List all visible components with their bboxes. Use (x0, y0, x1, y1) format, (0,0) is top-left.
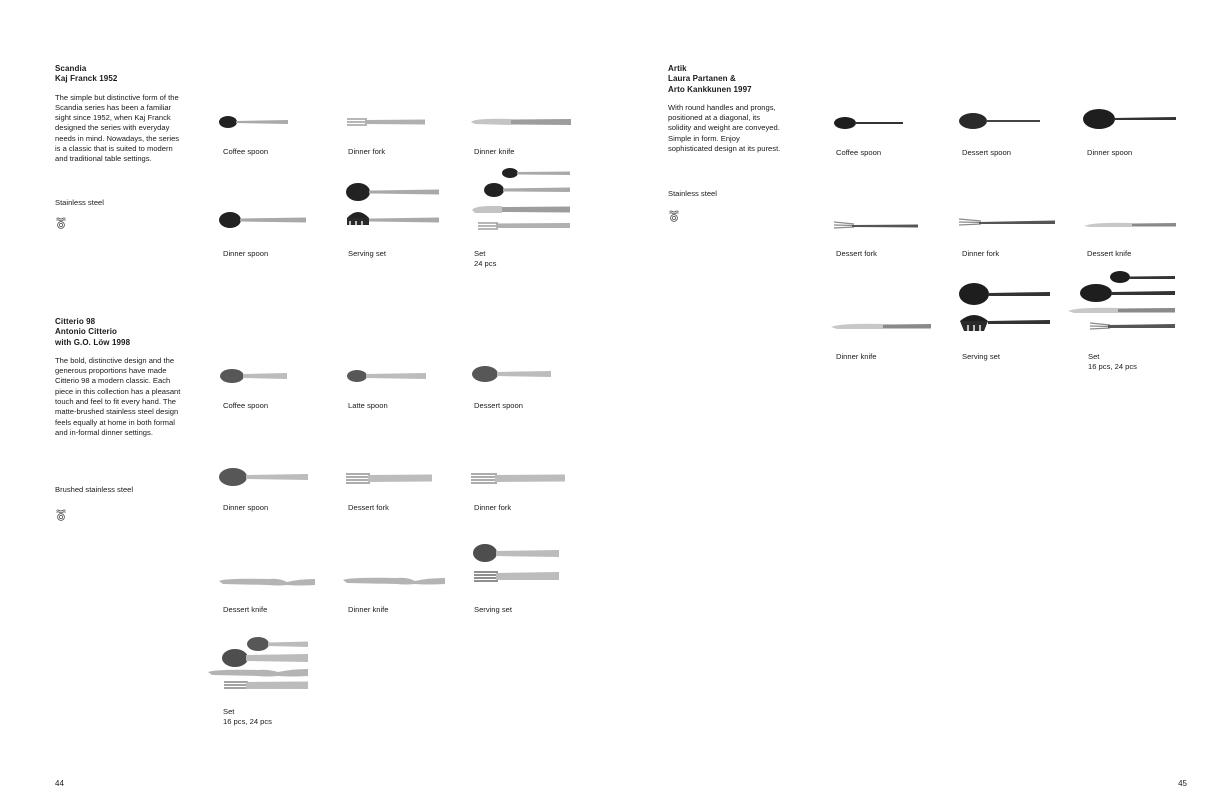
spoon-icon (218, 112, 293, 132)
artik-serving-set (958, 281, 1052, 342)
artik-item-label: Dinner knife (836, 352, 877, 361)
spoon-icon (346, 366, 428, 386)
artik-item-label: Dinner fork (962, 249, 1000, 258)
knife-icon (343, 572, 447, 590)
citterio-item-label: Dinner knife (348, 605, 389, 614)
artik-dinner-fork (959, 213, 1055, 238)
dishwasher-safe-icon (55, 508, 67, 526)
serving-set-icon (958, 281, 1052, 337)
artik-item-label: Dessert knife (1087, 249, 1132, 258)
citterio-item-label: Dessert fork (348, 503, 389, 512)
citterio-designer-2: with G.O. Löw 1998 (55, 337, 131, 347)
artik-dinner-spoon (1082, 107, 1178, 138)
fork-icon (347, 112, 427, 132)
citterio-latte-spoon (346, 366, 428, 391)
citterio-dessert-fork (346, 468, 434, 493)
citterio-serving-set (472, 543, 562, 594)
scandia-material: Stainless steel (55, 198, 104, 207)
knife-icon (831, 316, 933, 336)
spoon-icon (1082, 107, 1178, 133)
scandia-dinner-knife (471, 112, 573, 137)
spoon-icon (833, 113, 905, 133)
artik-item-label: Dinner spoon (1087, 148, 1133, 157)
scandia-designer: Kaj Franck 1952 (55, 74, 118, 84)
fork-icon (834, 216, 918, 236)
scandia-item-label: Serving set (348, 249, 386, 258)
cutlery-set-icon (472, 166, 572, 234)
citterio-item-label: Set 16 pcs, 24 pcs (223, 707, 272, 727)
scandia-item-label: Dinner knife (474, 147, 515, 156)
artik-intro (668, 64, 783, 154)
fork-icon (471, 468, 567, 488)
citterio-item-label: Dessert knife (223, 605, 268, 614)
spoon-icon (471, 363, 553, 385)
scandia-dinner-fork (347, 112, 427, 137)
citterio-set (208, 636, 312, 701)
scandia-title: Scandia (55, 64, 87, 73)
citterio-dessert-knife (219, 573, 317, 596)
scandia-serving-set (345, 181, 441, 238)
knife-icon (471, 112, 573, 132)
page-number-left: 44 (55, 779, 64, 788)
fork-icon (346, 468, 434, 488)
artik-set (1068, 268, 1176, 341)
spoon-icon (218, 209, 308, 231)
artik-coffee-spoon (833, 113, 905, 138)
citterio-dessert-spoon (471, 363, 553, 390)
artik-dinner-knife (831, 316, 933, 341)
citterio-coffee-spoon (219, 366, 289, 391)
right-page (613, 0, 1227, 807)
citterio-material: Brushed stainless steel (55, 485, 134, 494)
citterio-item-label: Dinner fork (474, 503, 512, 512)
page-number-right: 45 (1178, 779, 1187, 788)
scandia-set (472, 166, 572, 239)
knife-icon (219, 573, 317, 591)
cutlery-set-icon (1068, 268, 1176, 336)
spoon-icon (218, 465, 310, 489)
artik-item-label: Serving set (962, 352, 1000, 361)
cutlery-set-icon (208, 636, 312, 696)
artik-dessert-spoon (958, 110, 1042, 137)
dishwasher-safe-icon (668, 209, 680, 227)
citterio-item-label: Dinner spoon (223, 503, 269, 512)
serving-set-icon (472, 543, 562, 589)
serving-set-icon (345, 181, 441, 233)
artik-designer: Laura Partanen & (668, 74, 736, 84)
citterio-item-label: Serving set (474, 605, 512, 614)
artik-dessert-knife (1084, 215, 1176, 240)
artik-dessert-fork (834, 216, 918, 241)
artik-item-label: Dessert fork (836, 249, 877, 258)
artik-description: With round handles and prongs, positioned at a diagonal, its solidity and weight are conveyed. Simple in form. Enjoy sophisticated design at its purest. (668, 102, 781, 154)
scandia-item-label: Coffee spoon (223, 147, 269, 156)
artik-material: Stainless steel (668, 189, 717, 198)
artik-title: Artik (668, 64, 687, 73)
citterio-item-label: Latte spoon (348, 401, 388, 410)
scandia-item-label: Dinner fork (348, 147, 386, 156)
artik-item-label: Dessert spoon (962, 148, 1011, 157)
citterio-description: The bold, distinctive design and the generous proportions have made Citterio 98 a modern classic. Each piece in this collection has a pleasant touch and feel to fit every hand. The matte-brushed stainless steel design feels equally at home in both formal and in-formal dinner settings. (55, 355, 181, 437)
artik-item-label: Coffee spoon (836, 148, 882, 157)
citterio-intro (55, 317, 185, 438)
artik-item-label: Set 16 pcs, 24 pcs (1088, 352, 1137, 372)
scandia-dinner-spoon (218, 209, 308, 236)
scandia-item-label: Set 24 pcs (474, 249, 497, 269)
knife-icon (1084, 215, 1176, 235)
spoon-icon (958, 110, 1042, 132)
citterio-designer: Antonio Citterio (55, 327, 118, 337)
scandia-description: The simple but distinctive form of the Scandia series has been a familiar sight since 1952, when Kaj Franck designed the series with everyday needs in mind. Nowadays, the series is a classic that is suited to modern and traditional table settings. (55, 92, 180, 164)
citterio-item-label: Dessert spoon (474, 401, 523, 410)
left-page (0, 0, 613, 807)
scandia-coffee-spoon (218, 112, 293, 137)
artik-designer-2: Arto Kankkunen 1997 (668, 84, 752, 94)
dishwasher-safe-icon (55, 216, 67, 234)
citterio-dinner-spoon (218, 465, 310, 494)
citterio-dinner-knife (343, 572, 447, 595)
fork-icon (959, 213, 1055, 233)
citterio-dinner-fork (471, 468, 567, 493)
citterio-title: Citterio 98 (55, 317, 96, 326)
citterio-item-label: Coffee spoon (223, 401, 269, 410)
spoon-icon (219, 366, 289, 386)
scandia-intro (55, 64, 185, 165)
scandia-item-label: Dinner spoon (223, 249, 269, 258)
